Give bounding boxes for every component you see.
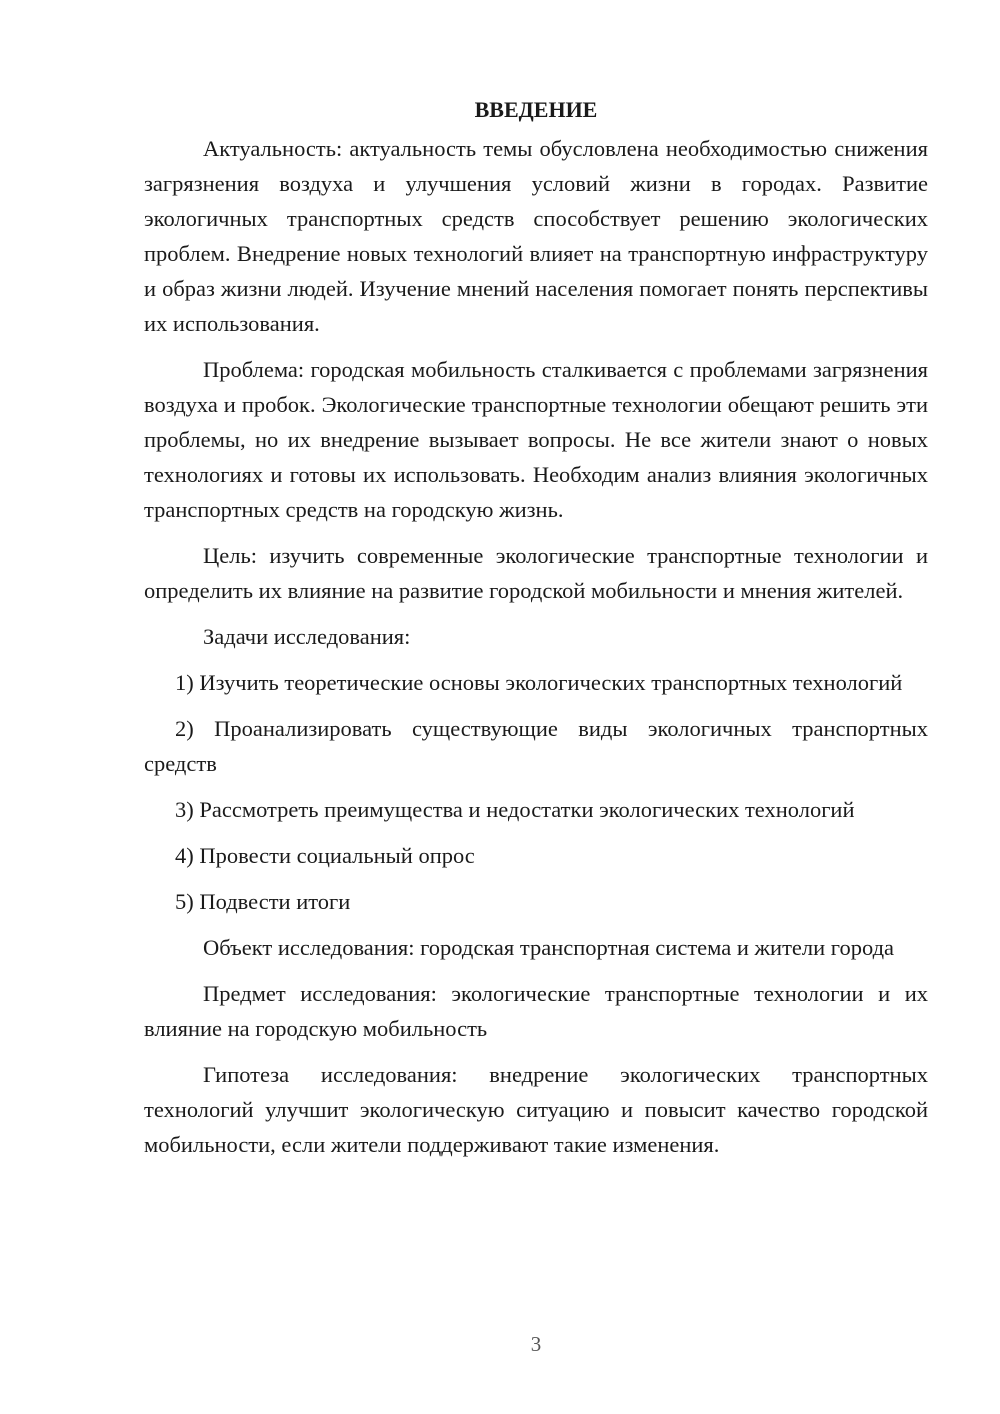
paragraph-object: Объект исследования: городская транспортная система и жители города: [203, 935, 895, 960]
paragraph-subject: Предмет исследования: экологические транспортные технологии и их влияние на городскую мобильность: [144, 981, 928, 1041]
paragraph-tasks-intro: Задачи исследования:: [203, 624, 411, 649]
page-number: 3: [530, 1332, 542, 1356]
paragraph-relevance: Актуальность: актуальность темы обусловлена необходимостью снижения загрязнения воздуха и улучшения условий жизни в городах. Развитие экологичных транспортных средств способствует решению экологических проблем. Внедрение новых технологий влияет на транспортную инфраструктуру и образ жизни людей. Изучение мнений населения помогает понять перспективы их использования.: [144, 136, 928, 336]
paragraph-hypothesis: Гипотеза исследования: внедрение экологических транспортных технологий улучшит экологическую ситуацию и повысит качество городской мобильности, если жители поддерживают такие изменения.: [144, 1062, 928, 1157]
task-list-item-4: 4) Провести социальный опрос: [175, 843, 475, 868]
paragraph-problem: Проблема: городская мобильность сталкивается с проблемами загрязнения воздуха и пробок. Экологические транспортные технологии обещают решить эти проблемы, но их внедрение вызывает вопросы. Не все жители знают о новых технологиях и готовы их использовать. Необходим анализ влияния экологичных транспортных средств на городскую жизнь.: [144, 357, 928, 522]
section-heading: ВВЕДЕНИЕ: [474, 97, 598, 122]
document-page: [144, 92, 928, 1173]
paragraph-goal: Цель: изучить современные экологические транспортные технологии и определить их влияние на развитие городской мобильности и мнения жителей.: [144, 543, 928, 603]
task-list-item-2: 2) Проанализировать существующие виды экологичных транспортных средств: [144, 716, 928, 776]
task-list-item-1: 1) Изучить теоретические основы экологических транспортных технологий: [175, 670, 903, 695]
task-list-item-5: 5) Подвести итоги: [175, 889, 351, 914]
task-list-item-3: 3) Рассмотреть преимущества и недостатки экологических технологий: [175, 797, 855, 822]
